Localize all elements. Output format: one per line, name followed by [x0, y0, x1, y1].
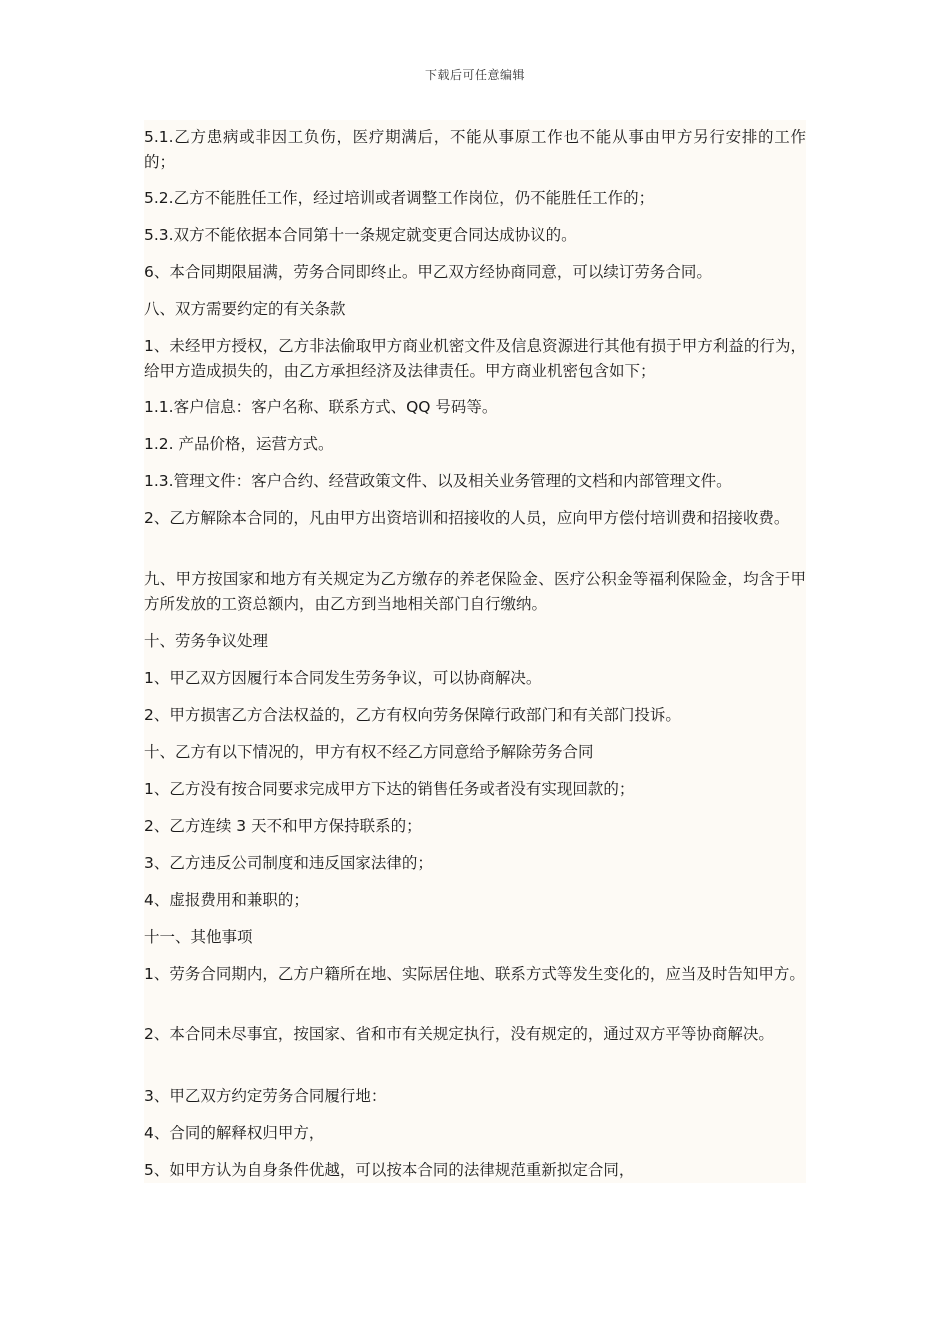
- paragraph-8-1-2: 1.2. 产品价格，运营方式。: [144, 435, 334, 453]
- document-body: [144, 120, 806, 1183]
- section-heading-10: 十、劳务争议处理: [144, 632, 269, 650]
- paragraph-10-1: 1、甲乙双方因履行本合同发生劳务争议，可以协商解决。: [144, 669, 542, 687]
- paragraph-5-3: 5.3.双方不能依据本合同第十一条规定就变更合同达成协议的。: [144, 226, 577, 244]
- paragraph-11-5: 5、如甲方认为自身条件优越，可以按本合同的法律规范重新拟定合同，: [144, 1161, 635, 1179]
- paragraph-5-1: 5.1.乙方患病或非因工负伤，医疗期满后，不能从事原工作也不能从事由甲方另行安排的工作的；: [144, 128, 806, 171]
- paragraph-5-2: 5.2.乙方不能胜任工作，经过培训或者调整工作岗位，仍不能胜任工作的；: [144, 189, 655, 207]
- section-9: 九、甲方按国家和地方有关规定为乙方缴存的养老保险金、医疗公积金等福利保险金，均含于甲方所发放的工资总额内，由乙方到当地相关部门自行缴纳。: [144, 570, 806, 613]
- section-heading-8: 八、双方需要约定的有关条款: [144, 300, 346, 318]
- paragraph-8-1: 1、未经甲方授权，乙方非法偷取甲方商业机密文件及信息资源进行其他有损于甲方利益的行为，给甲方造成损失的，由乙方承担经济及法律责任。甲方商业机密包含如下；: [144, 337, 806, 380]
- paragraph-10b-3: 3、乙方违反公司制度和违反国家法律的；: [144, 854, 433, 872]
- paragraph-8-2: 2、乙方解除本合同的，凡由甲方出资培训和招接收的人员，应向甲方偿付培训费和招接收费。: [144, 509, 790, 527]
- paragraph-11-2: 2、本合同未尽事宜，按国家、省和市有关规定执行，没有规定的，通过双方平等协商解决。: [144, 1025, 774, 1043]
- paragraph-10-2: 2、甲方损害乙方合法权益的，乙方有权向劳务保障行政部门和有关部门投诉。: [144, 706, 681, 724]
- paragraph-11-1: 1、劳务合同期内，乙方户籍所在地、实际居住地、联系方式等发生变化的，应当及时告知甲方。: [144, 965, 805, 983]
- section-heading-11: 十一、其他事项: [144, 928, 253, 946]
- paragraph-10b-4: 4、虚报费用和兼职的；: [144, 891, 309, 909]
- paragraph-8-1-1: 1.1.客户信息：客户名称、联系方式、QQ 号码等。: [144, 398, 498, 416]
- paragraph-10b-2: 2、乙方连续 3 天不和甲方保持联系的；: [144, 817, 422, 835]
- section-heading-10b: 十、乙方有以下情况的，甲方有权不经乙方同意给予解除劳务合同: [144, 743, 594, 761]
- page-header: 下载后可任意编辑: [424, 68, 525, 82]
- paragraph-11-4: 4、合同的解释权归甲方，: [144, 1124, 325, 1142]
- paragraph-8-1-3: 1.3.管理文件：客户合约、经营政策文件、以及相关业务管理的文档和内部管理文件。: [144, 472, 732, 490]
- paragraph-10b-1: 1、乙方没有按合同要求完成甲方下达的销售任务或者没有实现回款的；: [144, 780, 635, 798]
- paragraph-6: 6、本合同期限届满，劳务合同即终止。甲乙双方经协商同意，可以续订劳务合同。: [144, 263, 712, 281]
- paragraph-11-3: 3、甲乙双方约定劳务合同履行地：: [144, 1087, 387, 1105]
